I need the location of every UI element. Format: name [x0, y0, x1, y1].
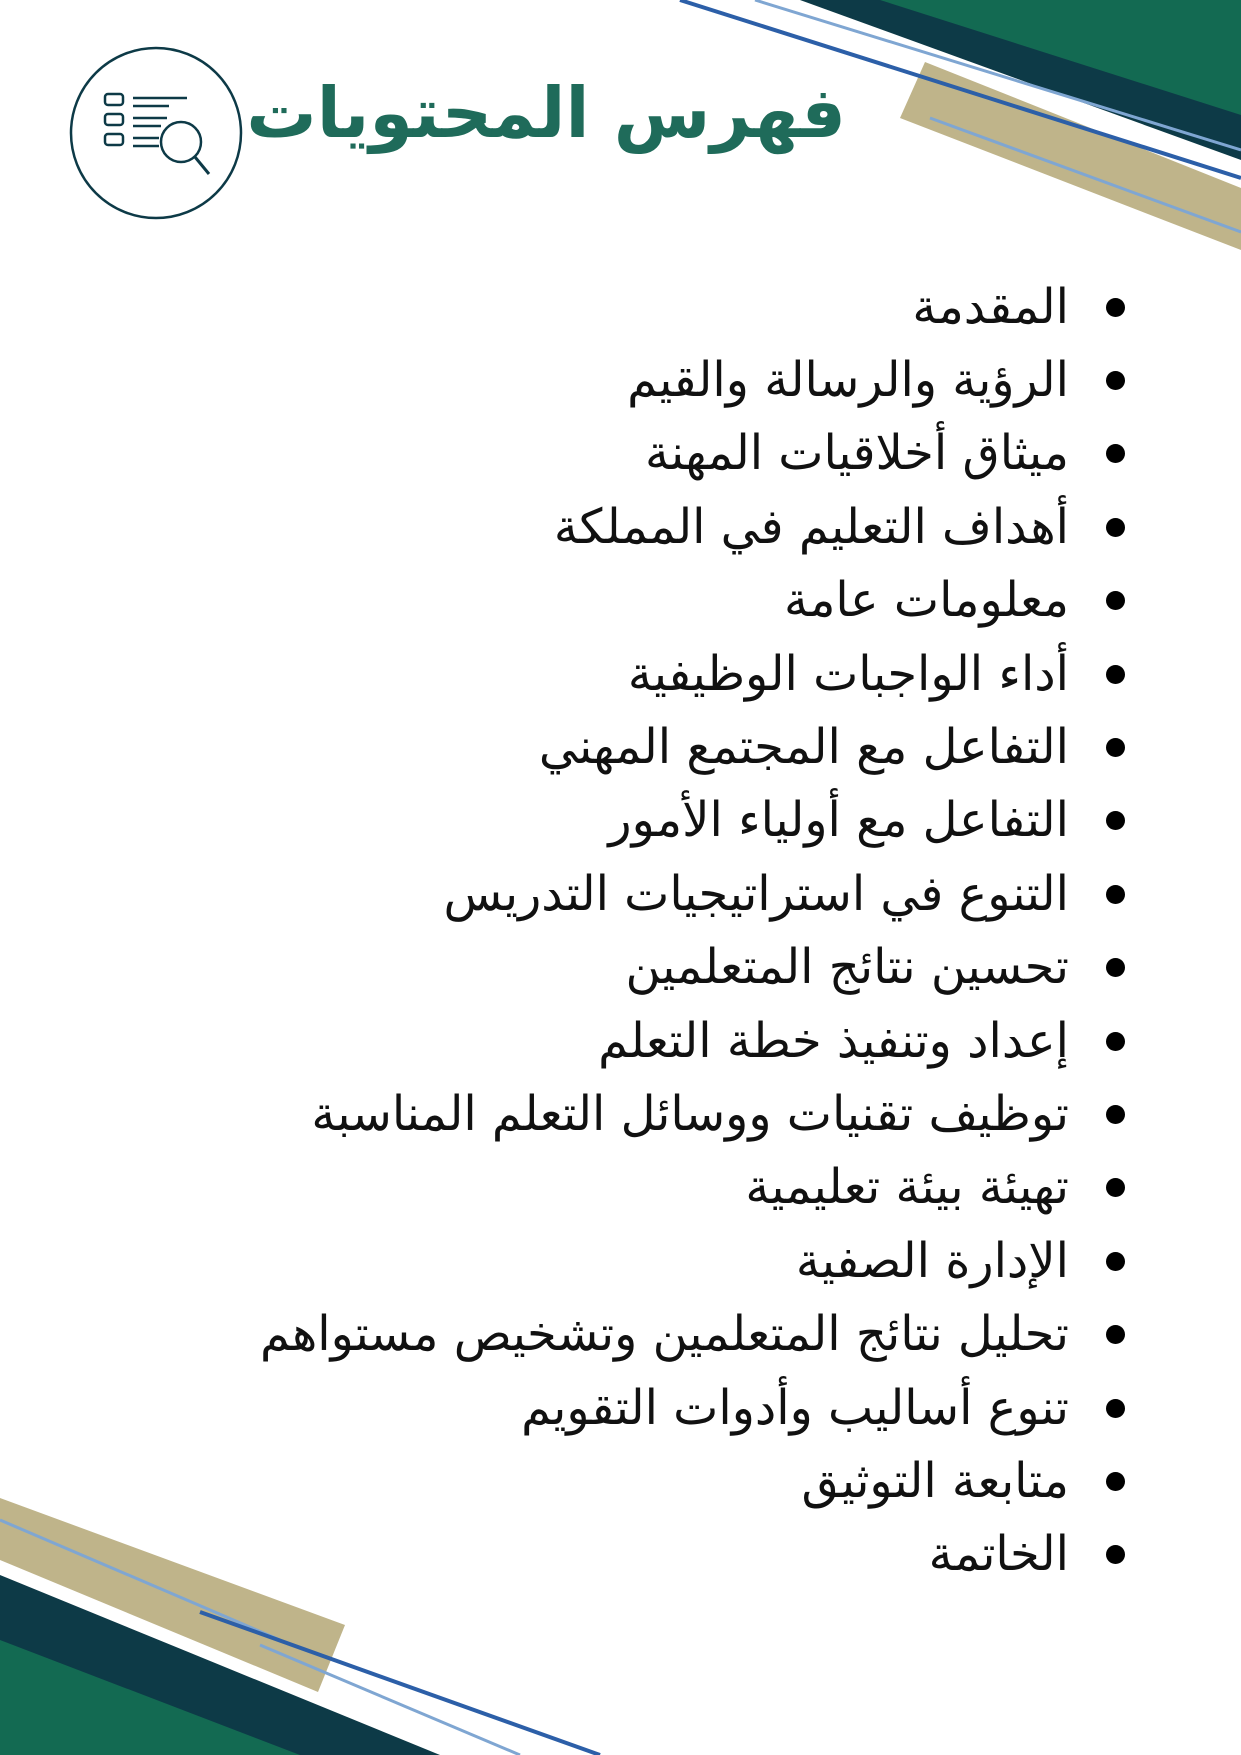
toc-item: [0, 270, 1241, 343]
toc-item: [0, 1518, 1241, 1591]
bullet-icon: [1106, 738, 1125, 757]
toc-item-label: تحسين نتائج المتعلمين: [625, 939, 1069, 996]
toc-item-label: توظيف تقنيات ووسائل التعلم المناسبة: [311, 1085, 1069, 1142]
bullet-icon: [1106, 811, 1125, 830]
toc-item: [0, 784, 1241, 857]
bullet-icon: [1106, 1472, 1125, 1491]
toc-item: [0, 1004, 1241, 1077]
toc-item-label: إعداد وتنفيذ خطة التعلم: [598, 1012, 1069, 1069]
toc-item-label: أهداف التعليم في المملكة: [553, 498, 1069, 555]
bullet-icon: [1106, 1252, 1125, 1271]
bullet-icon: [1106, 444, 1125, 463]
toc-item: [0, 564, 1241, 637]
bullet-icon: [1106, 885, 1125, 904]
toc-item-label: أداء الواجبات الوظيفية: [627, 645, 1069, 702]
toc-item-label: تحليل نتائج المتعلمين وتشخيص مستواهم: [260, 1306, 1069, 1363]
toc-item: [0, 490, 1241, 563]
bullet-icon: [1106, 1105, 1125, 1124]
toc-item-label: التنوع في استراتيجيات التدريس: [443, 865, 1069, 922]
bullet-icon: [1106, 958, 1125, 977]
bullet-icon: [1106, 665, 1125, 684]
toc-item: [0, 1151, 1241, 1224]
toc-item-label: الخاتمة: [928, 1526, 1069, 1583]
bullet-icon: [1106, 1325, 1125, 1344]
toc-item: [0, 1077, 1241, 1150]
toc-item: [0, 343, 1241, 416]
bullet-icon: [1106, 591, 1125, 610]
toc-item: [0, 417, 1241, 490]
toc-item: [0, 1444, 1241, 1517]
toc-item: [0, 1297, 1241, 1370]
bullet-icon: [1106, 1032, 1125, 1051]
bullet-icon: [1106, 1545, 1125, 1564]
toc-list: [0, 270, 1241, 1591]
toc-item: [0, 931, 1241, 1004]
toc-item-label: معلومات عامة: [783, 572, 1069, 629]
toc-item-label: الإدارة الصفية: [795, 1232, 1069, 1289]
toc-item: [0, 710, 1241, 783]
toc-item-label: الرؤية والرسالة والقيم: [627, 352, 1069, 409]
toc-item-label: ميثاق أخلاقيات المهنة: [644, 425, 1069, 482]
toc-item-label: المقدمة: [912, 278, 1069, 335]
toc-item-label: التفاعل مع أولياء الأمور: [608, 792, 1069, 849]
bullet-icon: [1106, 1178, 1125, 1197]
bullet-icon: [1106, 1399, 1125, 1418]
bullet-icon: [1106, 298, 1125, 317]
toc-item-label: تنوع أساليب وأدوات التقويم: [521, 1379, 1069, 1436]
toc-item: [0, 857, 1241, 930]
toc-item: [0, 637, 1241, 710]
page-title: فهرس المحتويات: [246, 72, 846, 154]
bullet-icon: [1106, 518, 1125, 537]
toc-item: [0, 1224, 1241, 1297]
bullet-icon: [1106, 371, 1125, 390]
toc-item: [0, 1371, 1241, 1444]
list-search-icon: [69, 46, 243, 220]
toc-item-label: التفاعل مع المجتمع المهني: [538, 719, 1069, 776]
toc-item-label: تهيئة بيئة تعليمية: [745, 1159, 1069, 1216]
toc-item-label: متابعة التوثيق: [801, 1452, 1069, 1509]
